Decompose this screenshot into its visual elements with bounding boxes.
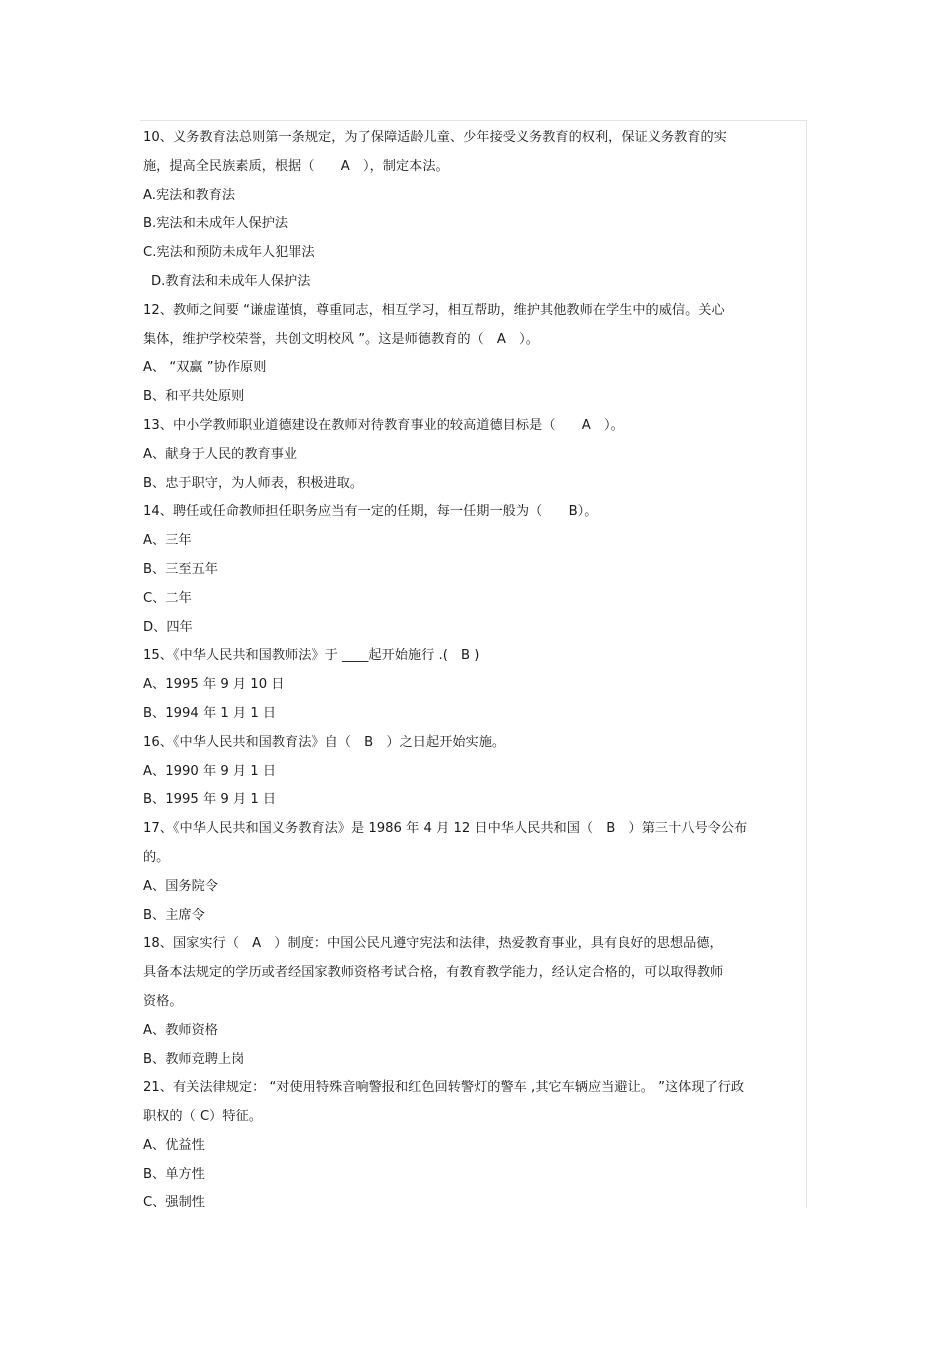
q21-option-b: B、单方性 [143, 1166, 205, 1182]
q15-option-a: A、1995 年 9 月 10 日 [143, 677, 285, 693]
q12-stem-line-2: 集体，维护学校荣誉，共创文明校风 ”。这是师德教育的（ A ）。 [143, 331, 539, 347]
document-body [143, 124, 803, 1218]
q13-option-b: B、忠于职守，为人师表，积极进取。 [143, 475, 364, 491]
q10-option-b: B.宪法和未成年人保护法 [143, 216, 289, 232]
q12-stem-line-1: 12、教师之间要 “谦虚谨慎，尊重同志，相互学习，相互帮助，维护其他教师在学生中的威信。关心 [143, 302, 725, 318]
q21-option-a: A、优益性 [143, 1137, 205, 1153]
q21-stem-line-1: 21、有关法律规定： “对使用特殊音响警报和红色回转警灯的警车 ,其它车辆应当避让。 ”这体现了行政 [143, 1080, 745, 1096]
q13-stem: 13、中小学教师职业道德建设在教师对待教育事业的较高道德目标是（ A ）。 [143, 417, 624, 433]
q17-stem-line-2: 的。 [143, 849, 170, 865]
q17-option-b: B、主席令 [143, 907, 205, 923]
q10-option-a: A.宪法和教育法 [143, 187, 236, 203]
q12-option-a: A、 “双赢 ”协作原则 [143, 360, 267, 376]
q21-stem-line-2: 职权的（ C）特征。 [143, 1109, 262, 1125]
q18-stem-line-3: 资格。 [143, 993, 183, 1009]
q10-stem-line-2: 施，提高全民族素质，根据（ A ），制定本法。 [143, 158, 449, 174]
q16-option-a: A、1990 年 9 月 1 日 [143, 763, 277, 779]
q17-stem-line-1: 17、《中华人民共和国义务教育法》是 1986 年 4 月 12 日中华人民共和国（ B ）第三十八号令公布 [143, 821, 748, 837]
q18-stem-line-2: 具备本法规定的学历或者经国家教师资格考试合格，有教育教学能力，经认定合格的，可以取得教师 [143, 965, 724, 981]
q14-stem: 14、聘任或任命教师担任职务应当有一定的任期，每一任期一般为（ B）。 [143, 504, 598, 520]
q12-option-b: B、和平共处原则 [143, 389, 245, 405]
q18-option-a: A、教师资格 [143, 1022, 218, 1038]
q14-option-b: B、三至五年 [143, 561, 218, 577]
q21-option-c: C、强制性 [143, 1195, 205, 1211]
q16-option-b: B、1995 年 9 月 1 日 [143, 792, 277, 808]
q10-stem-line-1: 10、义务教育法总则第一条规定，为了保障适龄儿童、少年接受义务教育的权利，保证义务教育的实 [143, 130, 727, 145]
q18-option-b: B、教师竞聘上岗 [143, 1051, 245, 1067]
q17-option-a: A、国务院令 [143, 878, 218, 894]
q14-option-d: D、四年 [143, 619, 193, 635]
q10-option-d: D.教育法和未成年人保护法 [151, 273, 311, 289]
q18-stem-line-1: 18、国家实行（ A ）制度：中国公民凡遵守宪法和法律，热爱教育事业，具有良好的思想品德， [143, 936, 723, 952]
q14-option-a: A、三年 [143, 533, 192, 549]
q14-option-c: C、二年 [143, 590, 192, 606]
q13-option-a: A、献身于人民的教育事业 [143, 446, 298, 462]
q16-stem: 16、《中华人民共和国教育法》自（ B ）之日起开始实施。 [143, 734, 506, 750]
q15-stem: 15、《中华人民共和国教师法》于 ____起开始施行 .( B ) [143, 648, 480, 664]
q10-option-c: C.宪法和预防未成年人犯罪法 [143, 245, 315, 261]
q15-option-b: B、1994 年 1 月 1 日 [143, 705, 277, 721]
